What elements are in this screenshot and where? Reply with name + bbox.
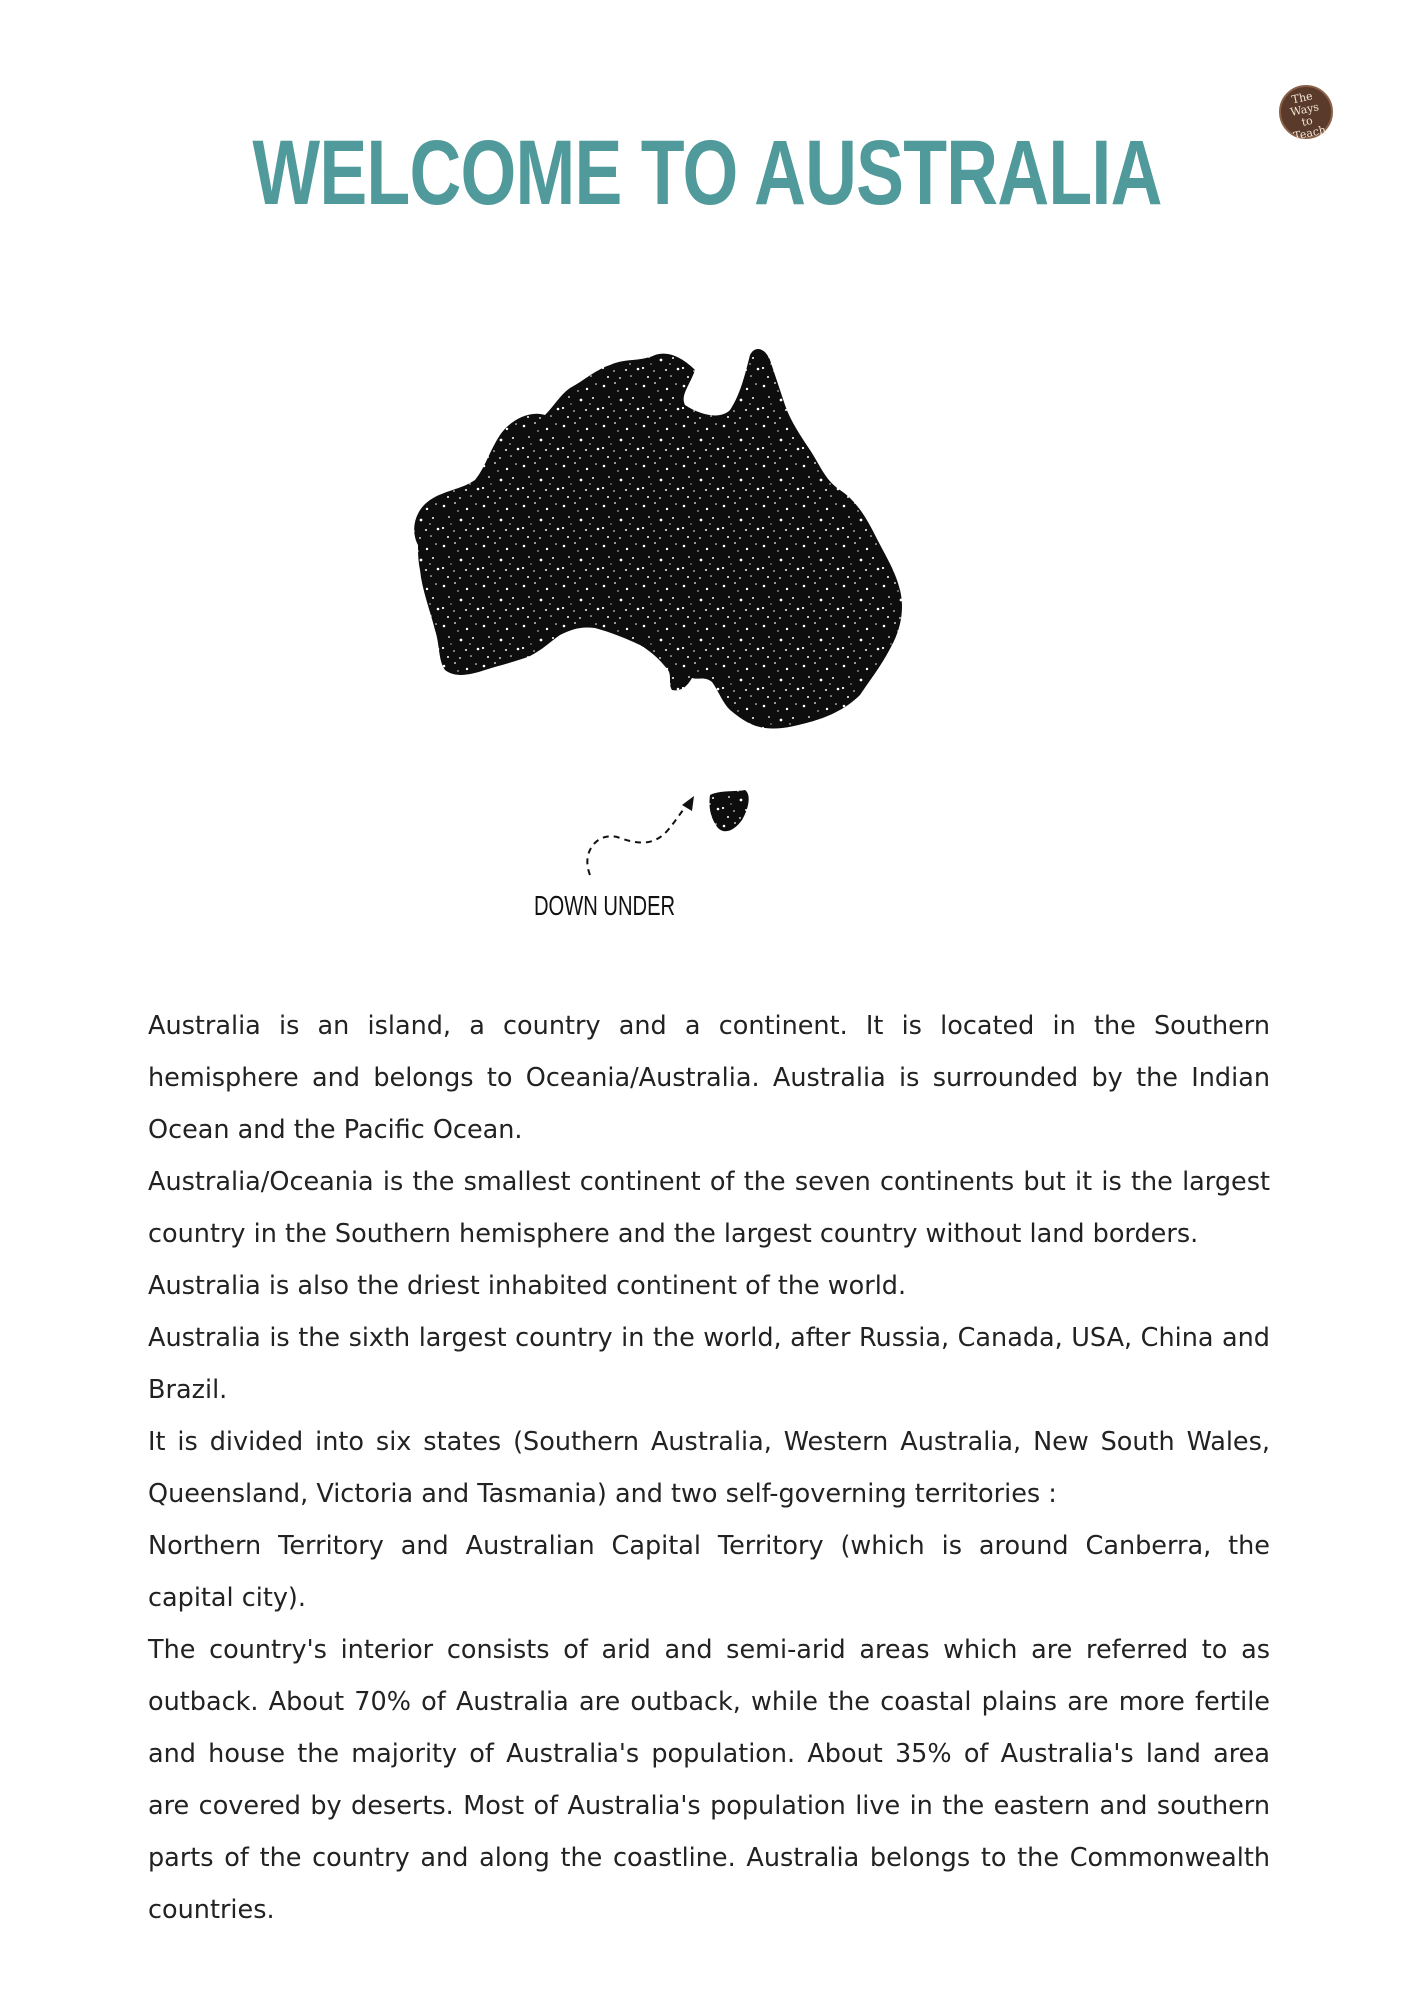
- paragraph: Northern Territory and Australian Capital Territory (which is around Canberra, the capital city).: [148, 1531, 1270, 1613]
- body-text: [148, 1000, 1270, 1936]
- paragraph: Australia/Oceania is the smallest continent of the seven continents but it is the largest country in the Southern hemisphere and the largest country without land borders.: [148, 1167, 1270, 1249]
- paragraph: Australia is also the driest inhabited continent of the world.: [148, 1271, 907, 1301]
- logo-text: The Ways to Teach: [1289, 89, 1328, 143]
- page-title: WELCOME TO AUSTRALIA: [252, 122, 1162, 224]
- map-annotation: DOWN UNDER: [534, 890, 676, 921]
- paragraph: Australia is an island, a country and a continent. It is located in the Southern hemisphere and belongs to Oceania/Australia. Australia is surrounded by the Indian Ocean and the Pacific Ocean.: [148, 1011, 1270, 1145]
- paragraph: The country's interior consists of arid and semi-arid areas which are referred to as outback. About 70% of Australia are outback, while the coastal plains are more fertile and house the majority of Australia's population. About 35% of Australia's land area are covered by deserts. Most of Australia's population live in the eastern and southern parts of the country and along the coastline. Australia belongs to the Commonwealth countries.: [148, 1635, 1270, 1925]
- paragraph: Australia is the sixth largest country in the world, after Russia, Canada, USA, China and Brazil.: [148, 1323, 1270, 1405]
- australia-map-icon: [400, 340, 1040, 880]
- paragraph: It is divided into six states (Southern Australia, Western Australia, New South Wales, Queensland, Victoria and Tasmania) and two self-governing territories :: [148, 1427, 1270, 1509]
